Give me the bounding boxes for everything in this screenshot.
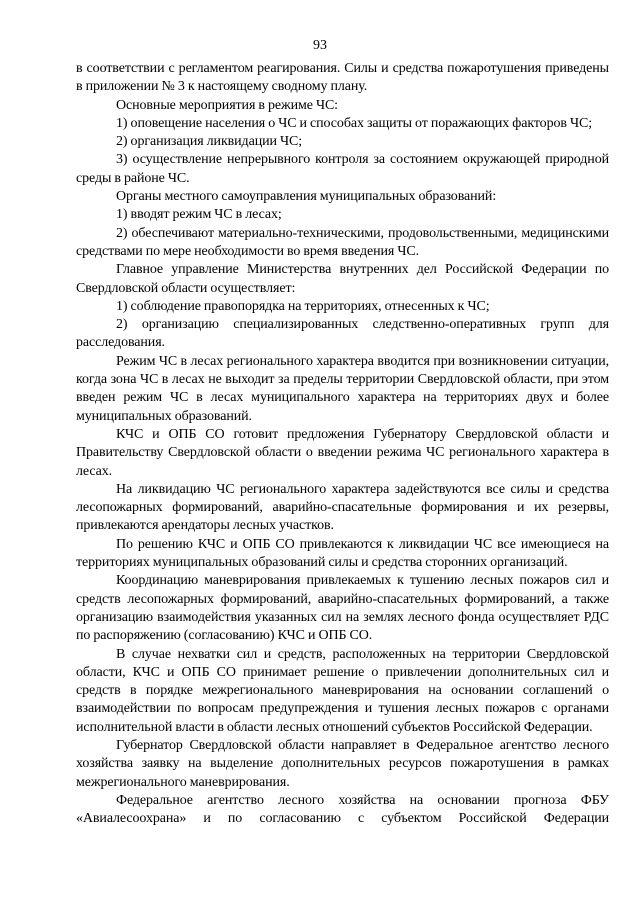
paragraph: в соответствии с регламентом реагирования. Силы и средства пожаротушения приведены в приложении № 3 к настоящему сводному плану. [76,61,609,95]
paragraph: Губернатор Свердловской области направляет в Федеральное агентство лесного хозяйства заявку на выделение дополнительных ресурсов пожаротушения в рамках межрегионального маневрирования. [76,737,609,790]
paragraph: Федеральное агентство лесного хозяйства на основании прогноза ФБУ «Авиалесоохрана» и по согласованию с субъектом Российской Федерации [76,792,609,827]
paragraph: Органы местного самоуправления муниципальных образований: [116,189,497,205]
paragraph: Главное управление Министерства внутренних дел Российской Федерации по Свердловской области осуществляет: [76,262,609,296]
paragraph: Координацию маневрирования привлекаемых к тушению лесных пожаров сил и средств лесопожарных формирований, аварийно-спасательных формирований, а также организацию взаимодействия указанных сил на землях лесного фонда осуществляет РДС по распоряжению (согласованию) КЧС и ОПБ СО. [76,573,609,644]
page-number: 93 [313,38,327,53]
document-body [76,60,609,828]
paragraph: 2) организация ликвидации ЧС; [116,134,302,150]
paragraph: Режим ЧС в лесах регионального характера вводится при возникновении ситуации, когда зона ЧС в лесах не выходит за пределы территории Свердловской области, при этом введен режим ЧС в лесах муниципального характера на территориях двух и более муниципальных образований. [76,353,609,424]
paragraph: 1) оповещение населения о ЧС и способах защиты от поражающих факторов ЧС; [116,115,593,131]
paragraph: КЧС и ОПБ СО готовит предложения Губернатору Свердловской области и Правительству Свердловской области о введении режима ЧС регионального характера в лесах. [76,426,609,479]
paragraph: По решению КЧС и ОПБ СО привлекаются к ликвидации ЧС все имеющиеся на территориях муниципальных образований силы и средства сторонних организаций. [76,536,609,571]
paragraph: 3) осуществление непрерывного контроля за состоянием окружающей природной среды в районе ЧС. [76,152,609,186]
paragraph: В случае нехватки сил и средств, расположенных на территории Свердловской области, КЧС и ОПБ СО принимает решение о привлечении дополнительных сил и средств в порядке межрегионального маневрирования на основании соглашений о взаимодействии по вопросам предупреждения и тушения лесных пожаров с органами исполнительной власти в области лесных отношений субъектов Российской Федерации. [76,646,609,735]
paragraph: 1) соблюдение правопорядка на территориях, отнесенных к ЧС; [116,298,490,314]
paragraph: 1) вводят режим ЧС в лесах; [116,207,282,223]
paragraph: На ликвидацию ЧС регионального характера задействуются все силы и средства лесопожарных формирований, аварийно-спасательные формирования и их резервы, привлекаются арендаторы лесных участков. [76,481,609,534]
paragraph: Основные мероприятия в режиме ЧС: [116,97,338,113]
paragraph: 2) обеспечивают материально-техническими, продовольственными, медицинскими средствами по мере необходимости во время введения ЧС. [76,225,609,259]
paragraph: 2) организацию специализированных следственно-оперативных групп для расследования. [76,317,609,351]
